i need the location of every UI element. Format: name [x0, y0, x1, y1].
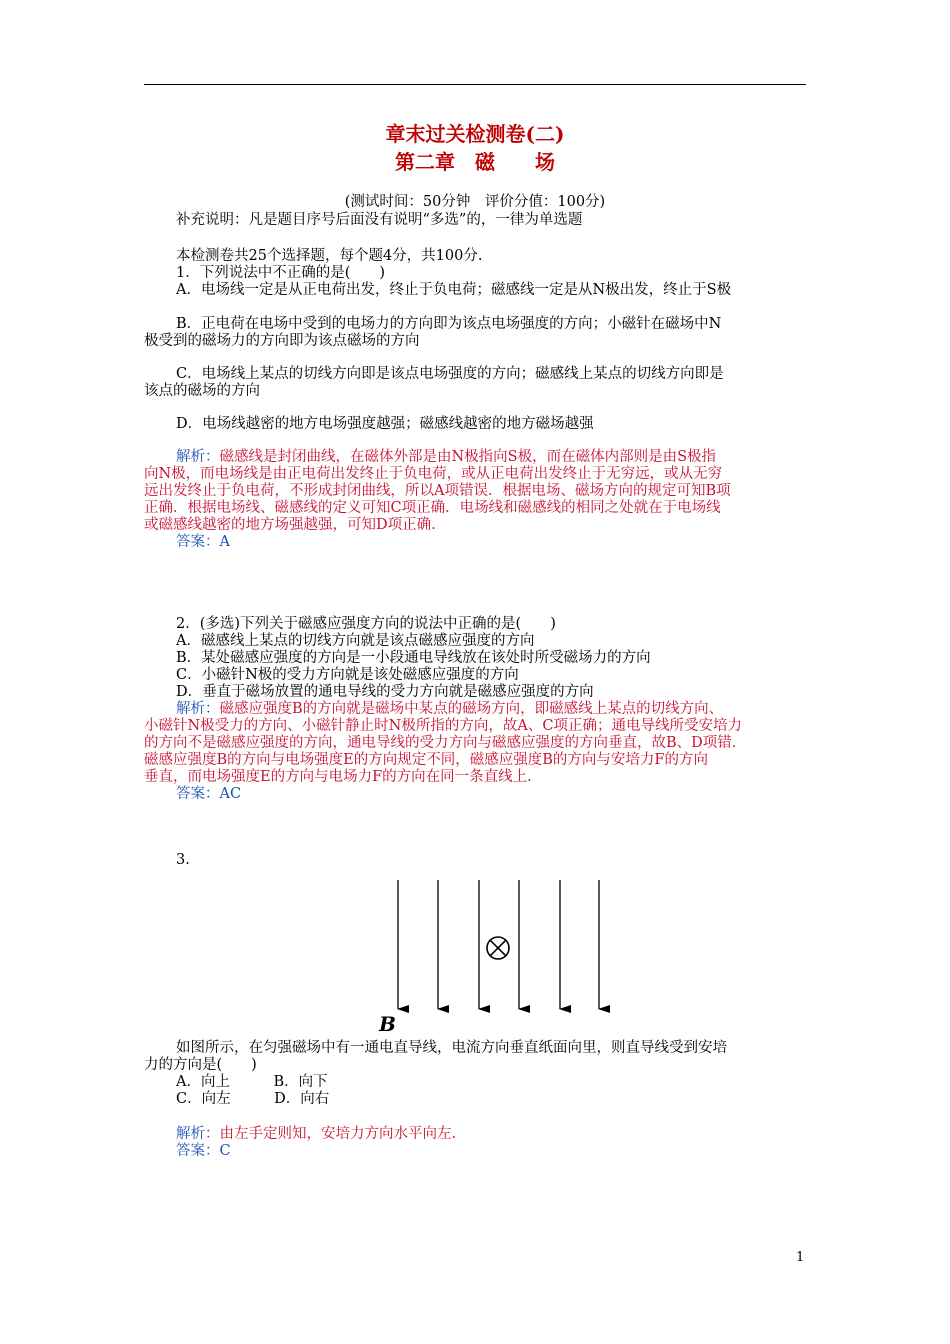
q3-answer-value: C — [219, 1143, 231, 1159]
chapter-title: 第二章 磁 场 — [395, 150, 555, 174]
q1-answer-label: 答案： — [176, 534, 220, 550]
supplementary-note: 补充说明：凡是题目序号后面没有说明“多选”的，一律为单选题 — [176, 212, 583, 228]
test-meta: (测试时间：50分钟 评价分值：100分) — [344, 194, 606, 210]
q2-option-d: D．垂直于磁场放置的通电导线的受力方向就是磁感应强度的方向 — [176, 684, 594, 700]
q2-option-b: B．某处磁感应强度的方向是一小段通电导线放在该处时所受磁场力的方向 — [176, 650, 651, 666]
q1-analysis-line5: 或磁感线越密的地方场强越强，可知D项正确. — [144, 517, 436, 533]
q1-option-d: D．电场线越密的地方电场强度越强；磁感线越密的地方磁场越强 — [176, 416, 594, 432]
q2-analysis-line3: 的方向不是磁感应强度的方向，通电导线的受力方向与磁感应强度的方向垂直，故B、D项错. — [144, 735, 737, 751]
q3-options-ab: A．向上 B．向下 — [176, 1074, 328, 1090]
q3-analysis-label: 解析： — [176, 1126, 220, 1142]
q1-analysis-label: 解析： — [176, 449, 220, 465]
q3-answer-label: 答案： — [176, 1143, 220, 1159]
test-intro: 本检测卷共25个选择题，每个题4分，共100分. — [176, 248, 483, 264]
q2-analysis-text1: 磁感应强度B的方向就是磁场中某点的磁场方向，即磁感线上某点的切线方向、 — [219, 701, 724, 717]
q1-answer — [176, 534, 230, 551]
q1-option-a: A．电场线一定是从正电荷出发，终止于负电荷；磁感线一定是从N极出发，终止于S极 — [176, 282, 732, 298]
q1-analysis-line2: 向N极，而电场线是由正电荷出发终止于负电荷，或从正电荷出发终止于无穷远，或从无穷 — [144, 466, 723, 482]
q3-analysis-text1: 由左手定则知，安培力方向水平向左. — [219, 1126, 457, 1142]
q3-number: 3. — [176, 852, 190, 868]
current-into-page-icon — [487, 937, 509, 959]
q1-option-c-line1: C．电场线上某点的切线方向即是该点电场强度的方向；磁感线上某点的切线方向即是 — [176, 366, 724, 382]
q2-stem: 2．(多选)下列关于磁感应强度方向的说法中正确的是( ) — [176, 616, 556, 632]
document-title: 章末过关检测卷(二) — [385, 122, 565, 146]
q2-analysis-line4: 磁感应强度B的方向与电场强度E的方向规定不同，磁感应强度B的方向与安培力F的方向 — [144, 752, 708, 768]
q2-option-a: A．磁感线上某点的切线方向就是该点磁感应强度的方向 — [176, 633, 535, 649]
q1-option-b-line2: 极受到的磁场力的方向即为该点磁场的方向 — [144, 333, 420, 349]
q2-analysis-line1 — [176, 701, 723, 718]
q3-analysis-line1 — [176, 1126, 456, 1143]
q2-answer — [176, 786, 241, 803]
q3-stem-line1: 如图所示，在匀强磁场中有一通电直导线，电流方向垂直纸面向里，则直导线受到安培 — [176, 1040, 727, 1056]
header-rule — [144, 84, 806, 85]
q2-answer-label: 答案： — [176, 786, 220, 802]
q3-answer — [176, 1143, 231, 1160]
q1-analysis-text1: 磁感线是封闭曲线，在磁体外部是由N极指向S极，而在磁体内部则是由S极指 — [219, 449, 717, 465]
q1-analysis-line3: 远出发终止于负电荷，不形成封闭曲线，所以A项错误．根据电场、磁场方向的规定可知B项 — [144, 483, 731, 499]
q2-option-c: C．小磁针N极的受力方向就是该处磁感应强度的方向 — [176, 667, 519, 683]
q3-options-cd: C．向左 D．向右 — [176, 1091, 330, 1107]
page-number: 1 — [796, 1250, 805, 1265]
q2-answer-value: AC — [219, 786, 242, 802]
q1-analysis-line4: 正确．根据电场线、磁感线的定义可知C项正确．电场线和磁感线的相同之处就在于电场线 — [144, 500, 721, 516]
field-label-b: B — [379, 1012, 396, 1036]
magnetic-field-figure — [370, 875, 620, 1037]
q1-option-b-line1: B．正电荷在电场中受到的电场力的方向即为该点电场强度的方向；小磁针在磁场中N — [176, 316, 722, 332]
q2-analysis-line5: 垂直，而电场强度E的方向与电场力F的方向在同一条直线上. — [144, 769, 532, 785]
q2-analysis-line2: 小磁针N极受力的方向、小磁针静止时N极所指的方向，故A、C项正确；通电导线所受安培力 — [144, 718, 742, 734]
q1-analysis-line1 — [176, 449, 716, 466]
q3-stem-line2: 力的方向是( ) — [144, 1057, 257, 1073]
q1-answer-value: A — [219, 534, 230, 550]
q1-option-c-line2: 该点的磁场的方向 — [144, 383, 260, 399]
q2-analysis-label: 解析： — [176, 701, 220, 717]
q1-stem: 1．下列说法中不正确的是( ) — [176, 265, 386, 281]
